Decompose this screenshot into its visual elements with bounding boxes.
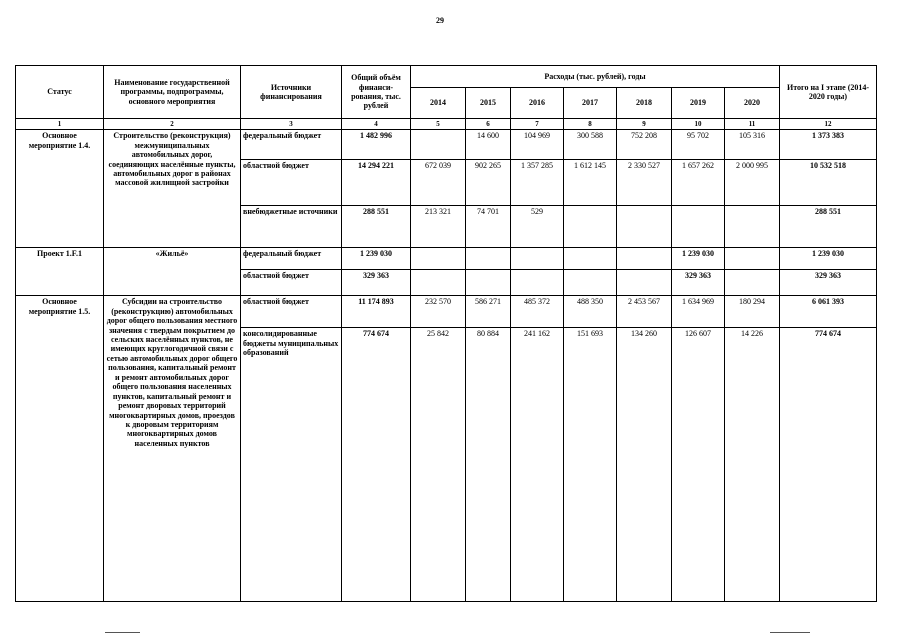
sum-cell: 10 532 518 [780,160,877,206]
year-value: 134 260 [617,328,672,602]
year-value: 2 000 995 [725,160,780,206]
total-cell: 1 239 030 [342,248,411,270]
header-year: 2015 [466,88,511,119]
header-year: 2017 [564,88,617,119]
year-value: 672 039 [411,160,466,206]
header-year: 2014 [411,88,466,119]
year-value: 105 316 [725,130,780,160]
source-cell: консолидированные бюджеты муниципальных образований [241,328,342,602]
index-cell: 10 [672,119,725,130]
index-cell: 4 [342,119,411,130]
table-row [16,248,877,270]
index-cell: 7 [511,119,564,130]
page-number: 29 [436,16,444,25]
header-name: Наименование государственной программы, подпрограммы, основного мероприятия [104,66,241,119]
sum-cell: 774 674 [780,328,877,602]
year-value: 329 363 [672,270,725,296]
year-value: 586 271 [466,296,511,328]
year-value: 1 612 145 [564,160,617,206]
index-cell: 3 [241,119,342,130]
total-cell: 1 482 996 [342,130,411,160]
header-status: Статус [16,66,104,119]
name-cell: «Жильё» [104,248,241,296]
year-value: 180 294 [725,296,780,328]
sum-cell: 1 373 383 [780,130,877,160]
header-year: 2019 [672,88,725,119]
source-cell: федеральный бюджет [241,130,342,160]
year-value: 232 570 [411,296,466,328]
index-cell: 2 [104,119,241,130]
total-cell: 288 551 [342,206,411,248]
year-value: 902 265 [466,160,511,206]
source-cell: областной бюджет [241,296,342,328]
header-year: 2020 [725,88,780,119]
year-value: 488 350 [564,296,617,328]
year-value: 300 588 [564,130,617,160]
table-row [16,130,877,160]
year-value: 213 321 [411,206,466,248]
index-cell: 12 [780,119,877,130]
year-value: 25 842 [411,328,466,602]
status-cell: Основное мероприятие 1.5. [16,296,104,602]
sum-cell: 6 061 393 [780,296,877,328]
scan-artifact-line [105,632,140,633]
year-value [725,248,780,270]
year-value: 104 969 [511,130,564,160]
year-value [672,206,725,248]
year-value: 151 693 [564,328,617,602]
header-year: 2016 [511,88,564,119]
index-cell: 8 [564,119,617,130]
sum-cell: 1 239 030 [780,248,877,270]
total-cell: 14 294 221 [342,160,411,206]
year-value: 74 701 [466,206,511,248]
header-sources: Источники финансирования [241,66,342,119]
year-value: 485 372 [511,296,564,328]
year-value [725,206,780,248]
header-total: Общий объём финанси-рования, тыс. рублей [342,66,411,119]
sum-cell: 329 363 [780,270,877,296]
year-value: 2 453 567 [617,296,672,328]
year-value: 126 607 [672,328,725,602]
year-value [617,248,672,270]
year-value [617,270,672,296]
year-value [511,270,564,296]
name-cell: Субсидии на строительство (реконструкцию) автомобильных дорог общего пользования местного значения с твердым покрытием до сельских населённых пунктов, не имеющих круглогодичной связи с сетью автомобильных дорог общего пользования, капитальный ремонт и ремонт автомобильных дорог общего пользования населенных пунктов, капитальный ремонт и ремонт дворовых территорий многоквартирных домов, проездов к дворовым территориям многоквартирных домов населенных пунктов [104,296,241,602]
source-cell: областной бюджет [241,270,342,296]
index-cell: 5 [411,119,466,130]
source-cell: федеральный бюджет [241,248,342,270]
year-value [564,206,617,248]
year-value: 752 208 [617,130,672,160]
total-cell: 774 674 [342,328,411,602]
year-value: 241 162 [511,328,564,602]
budget-table [15,65,877,602]
year-value: 1 239 030 [672,248,725,270]
year-value [466,248,511,270]
year-value [617,206,672,248]
total-cell: 11 174 893 [342,296,411,328]
source-cell: внебюджетные источники [241,206,342,248]
sum-cell: 288 551 [780,206,877,248]
year-value [466,270,511,296]
header-result: Итого на I этапе (2014-2020 годы) [780,66,877,119]
year-value [564,270,617,296]
year-value [411,130,466,160]
year-value: 95 702 [672,130,725,160]
index-cell: 9 [617,119,672,130]
year-value: 2 330 527 [617,160,672,206]
index-cell: 6 [466,119,511,130]
year-value: 14 226 [725,328,780,602]
total-cell: 329 363 [342,270,411,296]
table-row [16,296,877,328]
year-value: 80 884 [466,328,511,602]
index-cell: 1 [16,119,104,130]
index-cell: 11 [725,119,780,130]
year-value: 14 600 [466,130,511,160]
year-value: 529 [511,206,564,248]
year-value: 1 657 262 [672,160,725,206]
scan-artifact-line [770,632,810,633]
year-value [411,270,466,296]
year-value: 1 634 969 [672,296,725,328]
header-expenses: Расходы (тыс. рублей), годы [411,66,780,88]
year-value: 1 357 285 [511,160,564,206]
status-cell: Проект 1.F.1 [16,248,104,296]
name-cell: Строительство (реконструкция) межмуниципальных автомобильных дорог, соединяющих населённые пункты, автомобильных дорог в районах массовой жилищной застройки [104,130,241,248]
source-cell: областной бюджет [241,160,342,206]
year-value [725,270,780,296]
year-value [511,248,564,270]
year-value [564,248,617,270]
year-value [411,248,466,270]
header-year: 2018 [617,88,672,119]
status-cell: Основное мероприятие 1.4. [16,130,104,248]
